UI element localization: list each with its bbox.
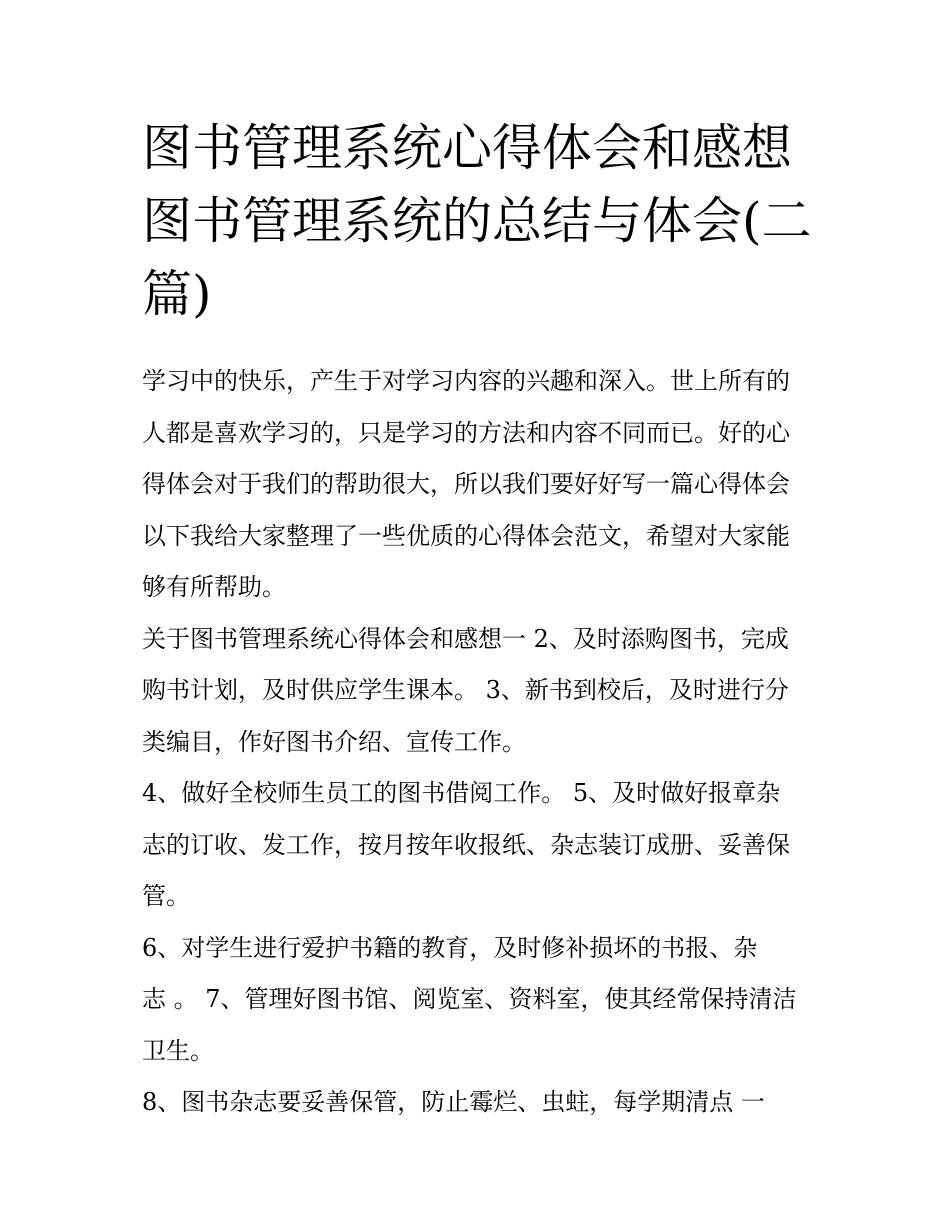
- title-line: 图书管理系统的总结与体会(二: [142, 192, 812, 250]
- body-line: 志的订收、发工作，按月按年收报纸、杂志装订成册、妥善保: [142, 830, 790, 859]
- body-line: 关于图书管理系统心得体会和感想一 2、及时添购图书，完成: [142, 624, 789, 653]
- document-title: [142, 112, 822, 331]
- body-line: 人都是喜欢学习的，只是学习的方法和内容不同而已。好的心: [142, 418, 790, 447]
- body-line: 得体会对于我们的帮助很大，所以我们要好好写一篇心得体会: [142, 470, 790, 498]
- body-line: 购书计划，及时供应学生课本。 3、新书到校后，及时进行分: [142, 676, 789, 704]
- body-line: 6、对学生进行爱护书籍的教育，及时修补损坏的书报、杂: [142, 933, 758, 962]
- body-line: 卫生。: [142, 1036, 214, 1065]
- body-line: 8、图书杂志要妥善保管，防止霉烂、虫蛀，每学期清点 一: [142, 1088, 765, 1116]
- body-line: 以下我给大家整理了一些优质的心得体会范文，希望对大家能: [142, 521, 790, 550]
- body-line: 够有所帮助。: [142, 573, 286, 601]
- body-line: 志 。 7、管理好图书馆、阅览室、资料室，使其经常保持清洁: [142, 985, 797, 1013]
- body-line: 学习中的快乐，产生于对学习内容的兴趣和深入。世上所有的: [142, 367, 790, 395]
- body-line: 管。: [142, 882, 190, 910]
- body-line: 4、做好全校师生员工的图书借阅工作。 5、及时做好报章杂: [142, 779, 781, 807]
- body-line: 类编目，作好图书介绍、宣传工作。: [142, 727, 526, 756]
- title-line: 篇): [142, 265, 212, 323]
- document-body: [142, 356, 822, 1129]
- title-line: 图书管理系统心得体会和感想: [142, 119, 792, 177]
